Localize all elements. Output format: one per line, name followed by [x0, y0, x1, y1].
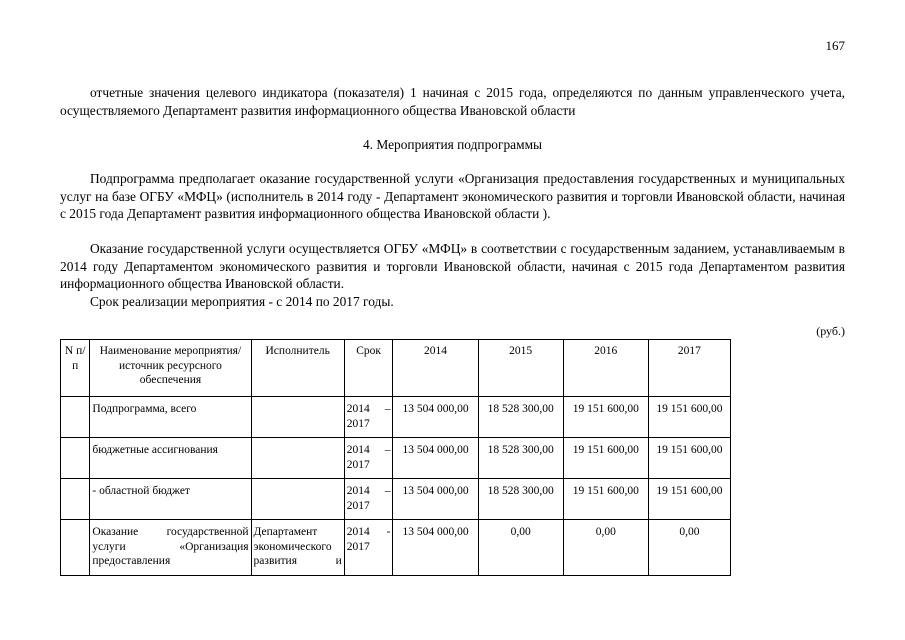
cell-name: Подпрограмма, всего — [90, 397, 251, 438]
table-row — [61, 520, 731, 576]
header-2014: 2014 — [393, 340, 478, 397]
cell-executor — [251, 479, 344, 520]
currency-unit: (руб.) — [816, 324, 845, 338]
header-2017: 2017 — [648, 340, 730, 397]
header-term: Срок — [344, 340, 393, 397]
table-row — [61, 397, 731, 438]
cell-executor — [251, 438, 344, 479]
cell-2015: 0,00 — [478, 520, 563, 576]
cell-2016: 19 151 600,00 — [563, 397, 648, 438]
paragraph-provision: Оказание государственной услуги осуществляется ОГБУ «МФЦ» в соответствии с государственным заданием, устанавливаемым в 2014 году Департаментом экономического развития и торговли Ивановской области, начиная с 2015 года Департаментом развития информационного общества Ивановской области. — [60, 241, 845, 291]
cell-2015: 18 528 300,00 — [478, 479, 563, 520]
header-executor: Исполнитель — [251, 340, 344, 397]
cell-2017: 19 151 600,00 — [648, 479, 730, 520]
cell-2016: 19 151 600,00 — [563, 479, 648, 520]
cell-executor — [251, 397, 344, 438]
cell-2014: 13 504 000,00 — [393, 397, 478, 438]
table-row — [61, 479, 731, 520]
cell-term: 2014 – 2017 — [344, 479, 393, 520]
cell-2017: 19 151 600,00 — [648, 397, 730, 438]
paragraph-term: Срок реализации мероприятия - с 2014 по 2017 годы. — [90, 294, 394, 309]
cell-term: 2014 - 2017 — [344, 520, 393, 576]
cell-2014: 13 504 000,00 — [393, 438, 478, 479]
cell-num — [61, 520, 90, 576]
measures-table — [60, 339, 731, 576]
cell-2014: 13 504 000,00 — [393, 479, 478, 520]
cell-num — [61, 479, 90, 520]
cell-2016: 0,00 — [563, 520, 648, 576]
cell-2015: 18 528 300,00 — [478, 397, 563, 438]
cell-2017: 0,00 — [648, 520, 730, 576]
cell-term: 2014 – 2017 — [344, 438, 393, 479]
cell-name: - областной бюджет — [90, 479, 251, 520]
paragraph-service: Подпрограмма предполагает оказание государственной услуги «Организация предоставления государственных и муниципальных услуг на базе ОГБУ «МФЦ» (исполнитель в 2014 году - Департамент экономического развития и торговли Ивановской области, начиная с 2015 года Департамент развития информационного общества Ивановской области ). — [60, 171, 845, 221]
paragraph-indicator: отчетные значения целевого индикатора (показателя) 1 начиная с 2015 года, определяются по данным управленческого учета, осуществляемого Департамент развития информационного общества Ивановской области — [60, 85, 845, 118]
header-num: N п/п — [61, 340, 90, 397]
cell-2016: 19 151 600,00 — [563, 438, 648, 479]
header-name: Наименование мероприятия/источник ресурсного обеспечения — [90, 340, 251, 397]
cell-name: Оказание государственной услуги «Организация предоставления — [90, 520, 251, 576]
cell-num — [61, 397, 90, 438]
cell-executor: Департамент экономического развития и — [251, 520, 344, 576]
header-2015: 2015 — [478, 340, 563, 397]
cell-name: бюджетные ассигнования — [90, 438, 251, 479]
section-heading: 4. Мероприятия подпрограммы — [362, 137, 543, 152]
cell-num — [61, 438, 90, 479]
page-number: 167 — [825, 38, 845, 53]
table-header-row — [61, 340, 731, 397]
cell-2014: 13 504 000,00 — [393, 520, 478, 576]
cell-2017: 19 151 600,00 — [648, 438, 730, 479]
header-2016: 2016 — [563, 340, 648, 397]
cell-2015: 18 528 300,00 — [478, 438, 563, 479]
cell-term: 2014 – 2017 — [344, 397, 393, 438]
table-row — [61, 438, 731, 479]
